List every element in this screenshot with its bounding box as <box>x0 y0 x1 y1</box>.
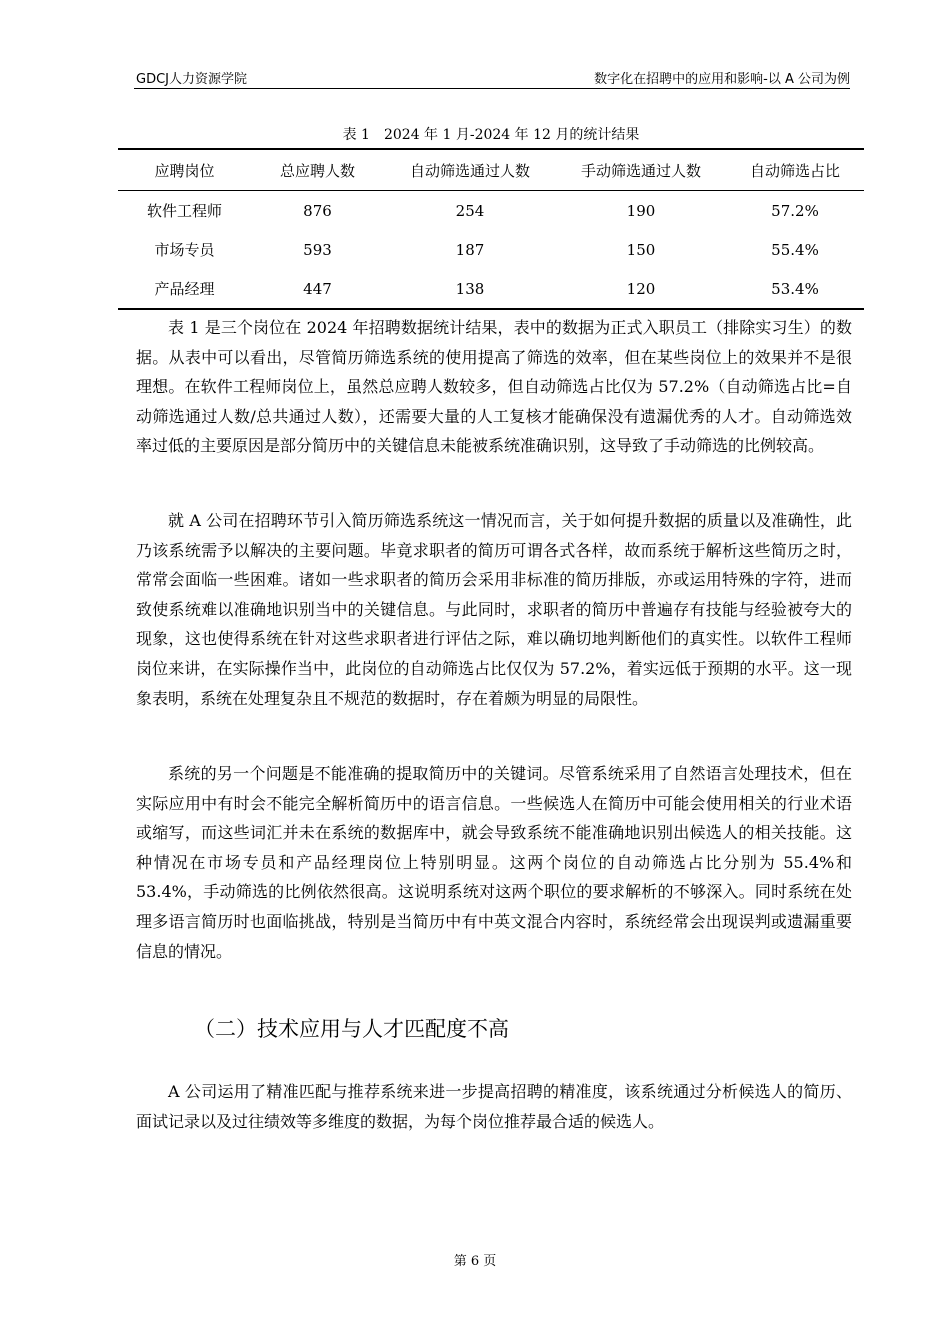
table-header-row <box>118 149 864 191</box>
paragraph-data-quality: 就 A 公司在招聘环节引入简历筛选系统这一情况而言，关于如何提升数据的质量以及准确性，此乃该系统需予以解决的主要问题。毕竟求职者的简历可谓各式各样，故而系统于解析这些简历之时，常常会面临一些困难。诸如一些求职者的简历会采用非标准的简历排版，亦或运用特殊的字符，进而致使系统难以准确地识别当中的关键信息。与此同时，求职者的简历中普遍存有技能与经验被夸大的现象，这也使得系统在针对这些求职者进行评估之际，难以确切地判断他们的真实性。以软件工程师岗位来讲，在实际操作当中，此岗位的自动筛选占比仅仅为 57.2%，着实远低于预期的水平。这一现象表明，系统在处理复杂且不规范的数据时，存在着颇为明显的局限性。 <box>136 511 852 708</box>
paragraph-keyword-extraction: 系统的另一个问题是不能准确的提取简历中的关键词。尽管系统采用了自然语言处理技术，但在实际应用中有时会不能完全解析简历中的语言信息。一些候选人在简历中可能会使用相关的行业术语或缩写，而这些词汇并未在系统的数据库中，就会导致系统不能准确地识别出候选人的相关技能。这种情况在市场专员和产品经理岗位上特别明显。这两个岗位的自动筛选占比分别为 55.4%和 53.4%，手动筛选的比例依然很高。这说明系统对这两个职位的要求解析的不够深入。同时系统在处理多语言简历时也面临挑战，特别是当简历中有中英文混合内容时，系统经常会出现误判或遗漏重要信息的情况。 <box>136 764 852 961</box>
table-cell: 57.2% <box>771 201 819 220</box>
column-header-manual-passed: 手动筛选通过人数 <box>556 149 726 191</box>
table-cell: 产品经理 <box>154 280 215 298</box>
header-school-name: GDCJ人力资源学院 <box>136 72 247 87</box>
table-cell: 447 <box>303 279 332 298</box>
table-row <box>118 230 864 269</box>
column-header-auto-ratio: 自动筛选占比 <box>726 149 864 191</box>
header-divider <box>134 88 850 89</box>
paragraph-matching-system: A 公司运用了精准匹配与推荐系统来进一步提高招聘的精准度，该系统通过分析候选人的简历、面试记录以及过往绩效等多维度的数据，为每个岗位推荐最合适的候选人。 <box>136 1082 852 1131</box>
table-cell: 120 <box>626 279 656 298</box>
table-cell: 593 <box>303 240 332 259</box>
statistics-table <box>118 148 864 310</box>
table-cell: 138 <box>455 279 485 298</box>
section-heading: （二）技术应用与人才匹配度不高 <box>194 1017 509 1041</box>
table-row <box>118 191 864 231</box>
paragraph-table-analysis: 表 1 是三个岗位在 2024 年招聘数据统计结果，表中的数据为正式入职员工（排除实习生）的数据。从表中可以看出，尽管简历筛选系统的使用提高了筛选的效率，但在某些岗位上的效果并不是很理想。在软件工程师岗位上，虽然总应聘人数较多，但自动筛选占比仅为 57.2%（自动筛选占比=自动筛选通过人数/总共通过人数），还需要大量的人工复核才能确保没有遗漏优秀的人才。自动筛选效率过低的主要原因是部分简历中的关键信息未能被系统准确识别，这导致了手动筛选的比例较高。 <box>136 318 852 456</box>
header-document-title: 数字化在招聘中的应用和影响-以 A 公司为例 <box>594 72 850 87</box>
table-cell: 876 <box>303 201 332 220</box>
column-header-total-applicants: 总应聘人数 <box>251 149 384 191</box>
page-number: 第 6 页 <box>453 1254 497 1269</box>
table-cell: 190 <box>626 201 656 220</box>
table-cell: 55.4% <box>771 240 819 259</box>
table-cell: 软件工程师 <box>146 202 222 220</box>
table-cell: 53.4% <box>771 279 819 298</box>
table-cell: 254 <box>455 201 485 220</box>
table-caption: 表 1 2024 年 1 月-2024 年 12 月的统计结果 <box>342 127 640 143</box>
table-cell: 150 <box>626 240 656 259</box>
table-cell: 187 <box>455 240 485 259</box>
table-cell: 市场专员 <box>154 241 215 259</box>
column-header-auto-passed: 自动筛选通过人数 <box>384 149 556 191</box>
column-header-position: 应聘岗位 <box>118 149 251 191</box>
table-row <box>118 269 864 309</box>
